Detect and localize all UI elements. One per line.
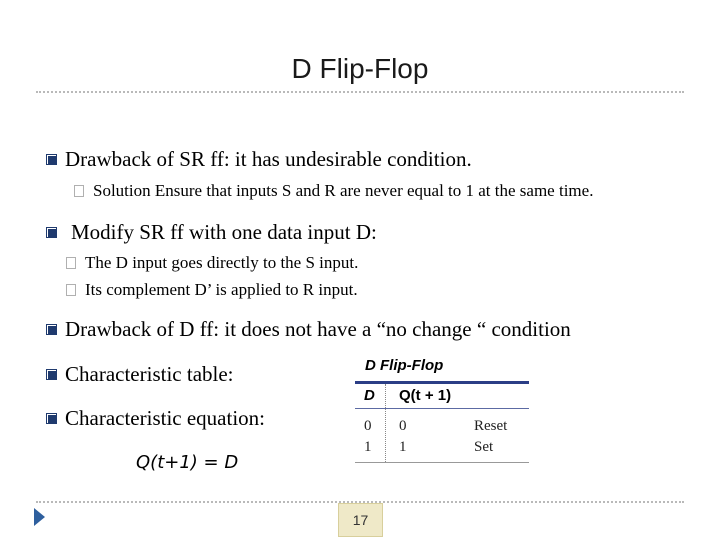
table-top-rule	[355, 381, 529, 384]
box-bullet-icon	[66, 257, 76, 269]
title-divider	[36, 91, 684, 93]
table-bottom-rule	[355, 462, 529, 463]
bullet-characteristic-table	[46, 361, 234, 387]
table-cell-d: 1	[364, 439, 372, 455]
table-header-d: D	[364, 387, 375, 404]
bullet-text: Modify SR ff with one data input D:	[71, 220, 377, 244]
table-header-q: Q(t + 1)	[399, 387, 452, 404]
square-bullet-icon	[46, 154, 57, 165]
bullet-characteristic-equation	[46, 405, 265, 431]
sub-bullet-text: Solution Ensure that inputs S and R are never equal to 1 at the same time.	[93, 181, 594, 200]
sub-bullet-text: Its complement D’ is applied to R input.	[85, 280, 358, 299]
square-bullet-icon	[46, 369, 57, 380]
next-slide-arrow-icon[interactable]	[34, 508, 45, 526]
table-cell-q: 1	[399, 439, 407, 455]
bullet-modify-sr	[46, 219, 377, 245]
bullet-text: Characteristic table:	[65, 362, 234, 386]
box-bullet-icon	[66, 284, 76, 296]
characteristic-equation: Q(t+1) = D	[136, 452, 239, 473]
table-header-rule	[355, 408, 529, 409]
bullet-text: Characteristic equation:	[65, 406, 266, 430]
bullet-text: Drawback of SR ff: it has undesirable condition.	[65, 147, 472, 171]
box-bullet-icon	[74, 185, 84, 197]
characteristic-table	[355, 356, 533, 466]
square-bullet-icon	[46, 227, 57, 238]
slide-title: D Flip-Flop	[291, 53, 429, 84]
table-cell-d: 0	[364, 418, 372, 434]
table-cell-note: Reset	[474, 418, 508, 434]
table-cell-note: Set	[474, 439, 494, 455]
bullet-d-drawback	[46, 316, 571, 342]
bullet-sr-drawback	[46, 146, 472, 172]
table-cell-q: 0	[399, 418, 407, 434]
sub-bullet-text: The D input goes directly to the S input.	[85, 253, 359, 272]
sub-bullet-d-to-s	[66, 252, 358, 274]
table-title: D Flip-Flop	[365, 357, 444, 374]
table-column-divider	[385, 384, 386, 462]
sub-bullet-solution	[74, 180, 593, 202]
square-bullet-icon	[46, 324, 57, 335]
sub-bullet-complement	[66, 279, 358, 301]
square-bullet-icon	[46, 413, 57, 424]
page-number: 17	[338, 503, 383, 537]
bullet-text: Drawback of D ff: it does not have a “no change “ condition	[65, 317, 571, 341]
